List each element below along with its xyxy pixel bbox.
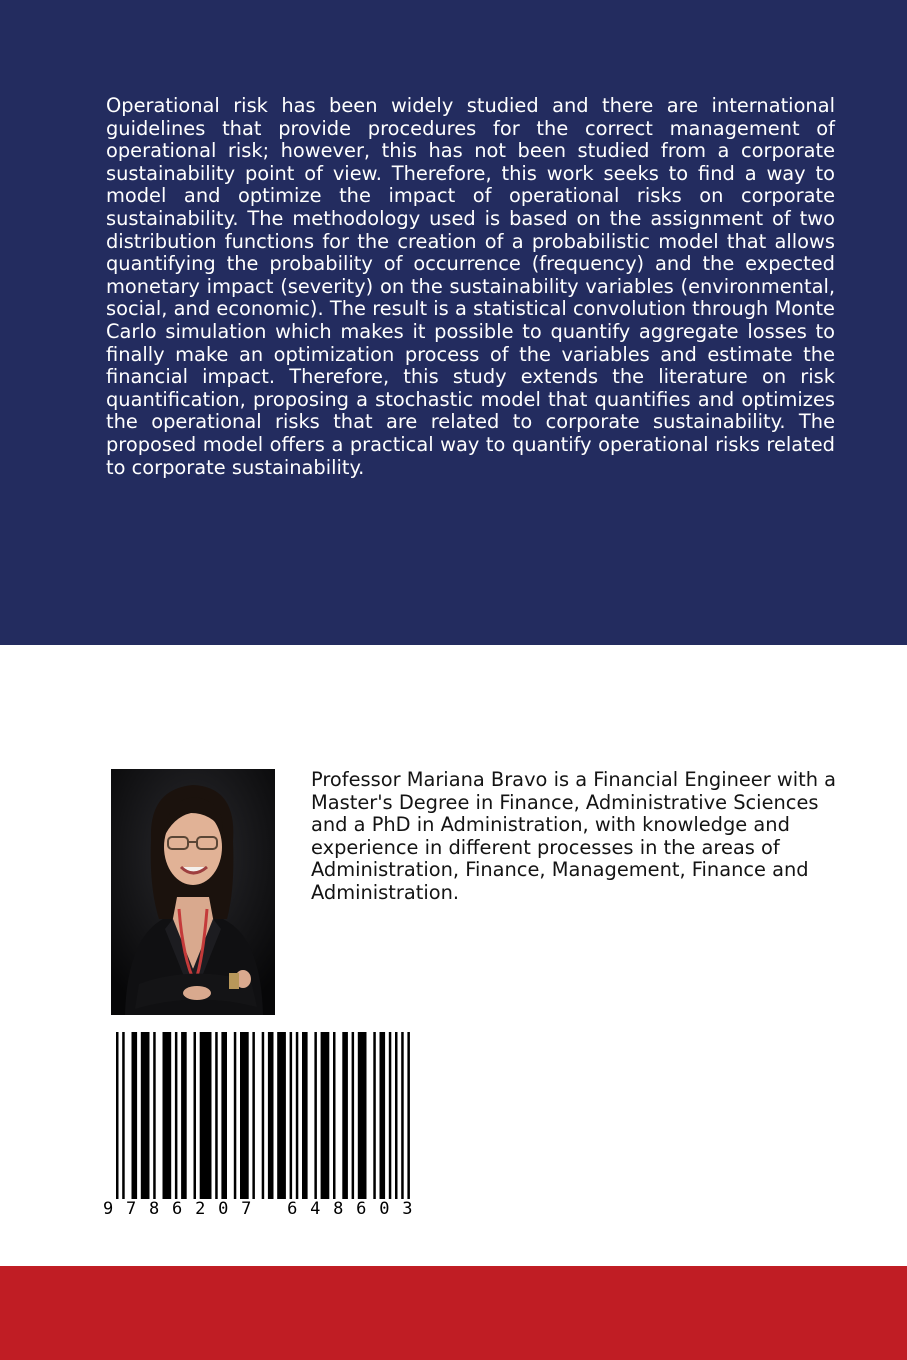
barcode-bar [215, 1032, 218, 1200]
barcode-bar [141, 1032, 150, 1200]
barcode-bar [401, 1032, 404, 1214]
isbn-number [103, 1199, 413, 1219]
isbn-digit: 6 [356, 1199, 367, 1219]
barcode-bar [358, 1032, 367, 1200]
isbn-digit: 6 [172, 1199, 183, 1219]
isbn-digit: 0 [218, 1199, 229, 1219]
cover-bottom-band [0, 1266, 907, 1360]
barcode-bar [175, 1032, 178, 1200]
isbn-barcode [100, 1032, 420, 1222]
barcode-bar [122, 1032, 125, 1214]
barcode-bar [407, 1032, 410, 1214]
barcode-bar [352, 1032, 355, 1200]
barcode-bar [395, 1032, 398, 1200]
barcode-bar [252, 1032, 255, 1200]
isbn-digit: 0 [379, 1199, 390, 1219]
barcode-bar [181, 1032, 187, 1200]
barcode-bar [132, 1032, 138, 1200]
barcode-bar [314, 1032, 317, 1200]
barcode-bar [342, 1032, 348, 1200]
isbn-digit: 4 [310, 1199, 321, 1219]
barcode-bar [194, 1032, 197, 1200]
barcode-bar [389, 1032, 392, 1200]
isbn-digit-spacer [264, 1199, 275, 1219]
isbn-digit: 8 [149, 1199, 160, 1219]
isbn-digit: 7 [241, 1199, 252, 1219]
barcode-bar [296, 1032, 299, 1200]
isbn-digit: 2 [195, 1199, 206, 1219]
barcode-bar [163, 1032, 172, 1200]
back-cover-blurb: Operational risk has been widely studied and there are international guidelines that provide procedures for the correct management of operational risk; however, this has not been studied from a corporate sustainability point of view. Therefore, this work seeks to find a way to model and optimize the impact of operational risks on corporate sustainability. The methodology used is based on the assignment of two distribution functions for the creation of a probabilistic model that allows quantifying the probability of occurrence (frequency) and the expected monetary impact (severity) on the sustainability variables (environmental, social, and economic). The result is a statistical convolution through Monte Carlo simulation which makes it possible to quantify aggregate losses to finally make an optimization process of the variables and estimate the financial impact. Therefore, this study extends the literature on risk quantification, proposing a stochastic model that quantifies and optimizes the operational risks that are related to corporate sustainability. The proposed model offers a practical way to quantify operational risks related to corporate sustainability. [106, 94, 835, 479]
barcode-bar [321, 1032, 330, 1200]
barcode-bar [262, 1032, 265, 1214]
isbn-digit: 8 [333, 1199, 344, 1219]
isbn-digit: 9 [103, 1199, 114, 1219]
barcode-bar [333, 1032, 336, 1200]
barcode-bar [234, 1032, 237, 1200]
author-bio: Professor Mariana Bravo is a Financial Engineer with a Master's Degree in Finance, Administrative Sciences and a PhD in Administration, with knowledge and experience in different processes in the areas of Administration, Finance, Management, Finance and Administration. [311, 768, 837, 904]
barcode-bar [221, 1032, 227, 1200]
barcode-bar [268, 1032, 274, 1214]
barcode-bar [240, 1032, 249, 1200]
barcode-bar [302, 1032, 308, 1200]
barcode-bar [380, 1032, 386, 1200]
barcode-bar [277, 1032, 286, 1200]
isbn-digit: 7 [126, 1199, 137, 1219]
barcode-bar [200, 1032, 212, 1200]
barcode-bar [373, 1032, 376, 1200]
barcode-bar [290, 1032, 293, 1200]
isbn-digit: 3 [402, 1199, 413, 1219]
author-photo [111, 769, 275, 1015]
isbn-digit: 6 [287, 1199, 298, 1219]
barcode-bar [153, 1032, 156, 1200]
barcode-bar [116, 1032, 119, 1214]
